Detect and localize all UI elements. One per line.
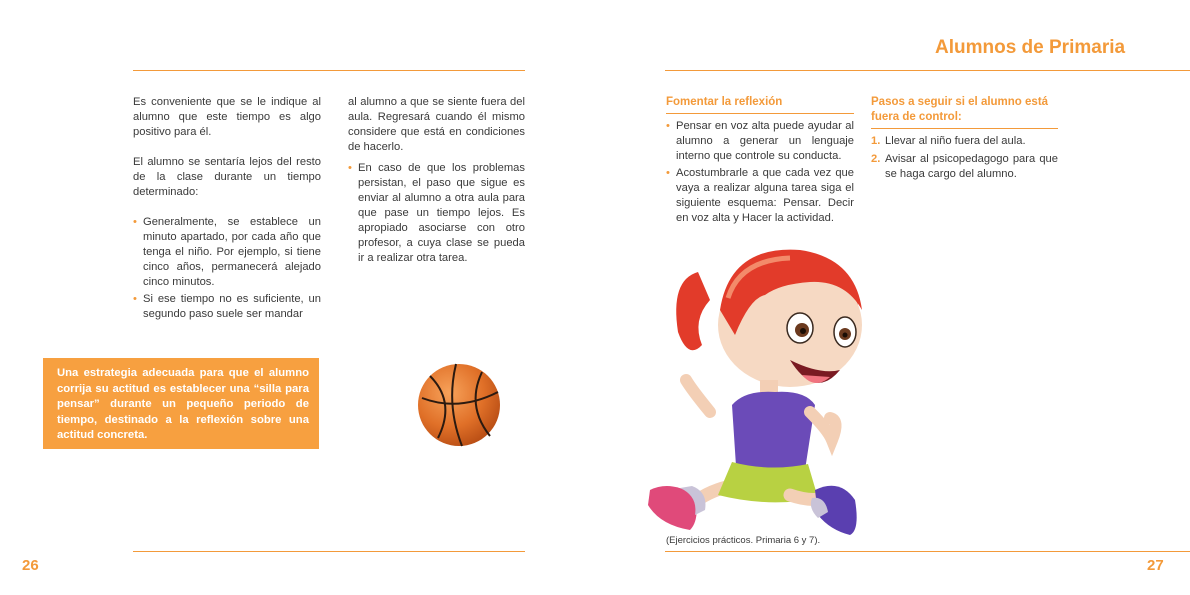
list-item: • Si ese tiempo no es suficiente, un segundo paso suele ser mandar xyxy=(133,293,321,320)
figure-caption: (Ejercicios prácticos. Primaria 6 y 7). xyxy=(666,535,821,546)
col1-heading-underline xyxy=(666,113,854,114)
col2-heading-underline xyxy=(871,128,1058,129)
list-item: • En caso de que los problemas persistan, el paso que sigue es enviar al alumno a otra aula para que pase un tiempo lejos. Es apropiado asociarse con otro profesor, a cuya clase se pueda ir a realizar otra tarea. xyxy=(348,162,525,264)
right-column-1 xyxy=(666,95,854,226)
left-col2-continuation: al alumno a que se siente fuera del aula. Regresará cuando él mismo considere que está en condiciones de hacerlo. xyxy=(348,96,525,153)
list-item: • Acostumbrarle a que cada vez que vaya a realizar alguna tarea siga el siguiente esquema: Pensar. Decir en voz alta y Hacer la actividad. xyxy=(666,167,854,224)
left-top-rule xyxy=(133,70,525,71)
col2-heading: Pasos a seguir si el alumno está fuera de control: xyxy=(871,96,1049,123)
list-item: 1. Llevar al niño fuera del aula. xyxy=(871,135,1026,147)
left-column-2 xyxy=(348,95,525,266)
list-item: 2. Avisar al psicopedagogo para que se haga cargo del alumno. xyxy=(871,153,1058,180)
callout-text: Una estrategia adecuada para que el alumno corrija su actitud es establecer una “silla para pensar” durante un pequeño periodo de tiempo, destinado a la reflexión sobre una actitud concreta. xyxy=(57,367,309,441)
left-col1-paragraph-1: Es conveniente que se le indique al alumno que este tiempo es algo positivo para él. xyxy=(133,96,321,138)
callout-box xyxy=(43,358,319,449)
left-bottom-rule xyxy=(133,551,525,552)
col1-heading: Fomentar la reflexión xyxy=(666,96,783,108)
running-header: Alumnos de Primaria xyxy=(935,37,1126,58)
basketball-illustration xyxy=(416,362,502,448)
list-item: • Generalmente, se establece un minuto apartado, por cada año que tenga el niño. Por ejemplo, si tiene cinco años, permanecerá alejado cinco minutos. xyxy=(133,216,321,288)
right-column-2 xyxy=(871,95,1058,182)
left-column-1 xyxy=(133,95,321,322)
right-bottom-rule xyxy=(665,551,1190,552)
girl-running-illustration xyxy=(640,240,870,540)
list-item: • Pensar en voz alta puede ayudar al alumno a generar un lenguaje interno que controle su conducta. xyxy=(666,120,854,162)
page-number-right: 27 xyxy=(1147,557,1164,574)
left-col1-paragraph-2: El alumno se sentaría lejos del resto de la clase durante un tiempo determinado: xyxy=(133,156,321,198)
right-top-rule xyxy=(665,70,1190,71)
page-number-left: 26 xyxy=(22,557,39,574)
